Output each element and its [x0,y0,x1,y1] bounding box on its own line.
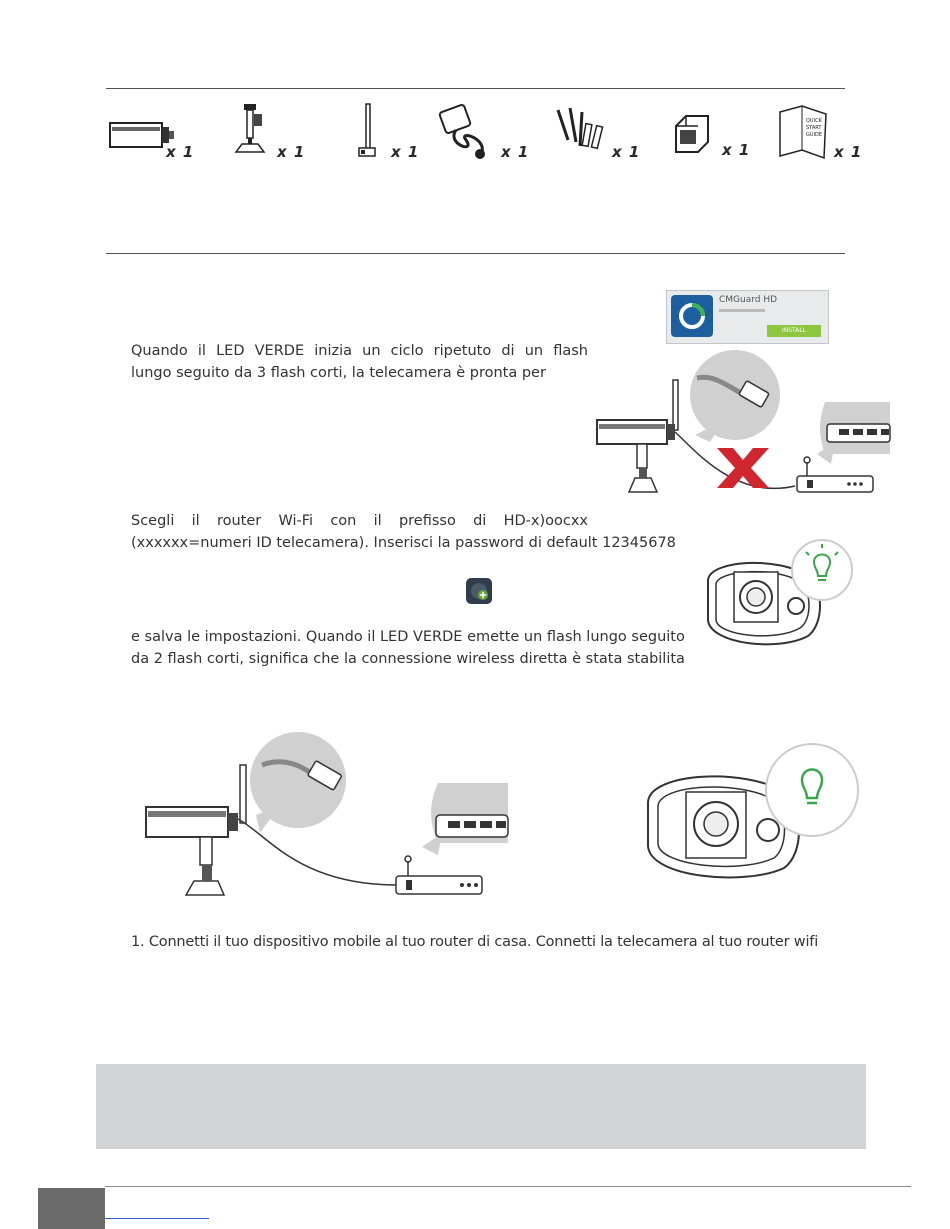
step-1-text: 1. Connetti il tuo dispositivo mobile al tuo router di casa. Connetti la telecamera al tuo router wifi [131,934,819,950]
text-line: e salva le impostazioni. Quando il LED VERDE emette un flash lungo seguito [131,629,685,645]
save-settings-paragraph [131,626,685,670]
install-button[interactable]: INSTALL [767,325,821,337]
top-rule [106,88,845,89]
qty-label: x 1 [166,143,195,161]
app-subtitle-bar [719,309,765,312]
qty-label: x 1 [501,143,530,161]
footer-page-block [38,1188,105,1229]
qty-label: x 1 [391,143,420,161]
text-line: Quando il LED VERDE inizia un ciclo ripetuto di un flash [131,343,588,359]
text-line: da 2 flash corti, significa che la connessione wireless diretta è stata stabilita [131,651,685,667]
qty-label: x 1 [277,143,306,161]
app-name: CMGuard HD [719,295,778,305]
text-line: (xxxxxx=numeri ID telecamera). Inserisci la password di default 12345678 [131,535,676,551]
text-line: Scegli il router Wi-Fi con il prefisso di HD-x)oocxx [131,513,588,529]
camera-led-illustration [698,540,863,650]
text-line: lungo seguito da 3 flash corti, la telecamera è pronta per [131,365,546,381]
antenna-icon [355,100,379,160]
guide-text-line: START [806,125,822,131]
app-logo-icon [671,295,713,337]
qty-label: x 1 [722,141,751,159]
note-box [96,1064,866,1149]
led-ready-paragraph [131,340,588,384]
footer-link-underline[interactable] [105,1218,209,1219]
camera-stand-icon [230,100,270,160]
camera-led-illustration-large [636,742,862,887]
add-camera-icon [466,578,492,604]
camera-router-wired-illustration [138,735,518,900]
screws-icon [550,106,608,158]
guide-text-line: GUIDE [806,132,823,138]
quick-start-guide-icon [776,104,830,160]
select-router-paragraph [131,510,680,554]
camera-router-disconnected-illustration [585,350,890,500]
app-badge[interactable] [666,290,829,344]
network-connector-icon [672,112,712,154]
footer-rule [105,1186,911,1187]
guide-text-line: QUICK [806,118,822,124]
qty-label: x 1 [834,143,863,161]
qty-label: x 1 [612,143,641,161]
power-adapter-icon [436,104,496,162]
section-rule [106,253,845,254]
